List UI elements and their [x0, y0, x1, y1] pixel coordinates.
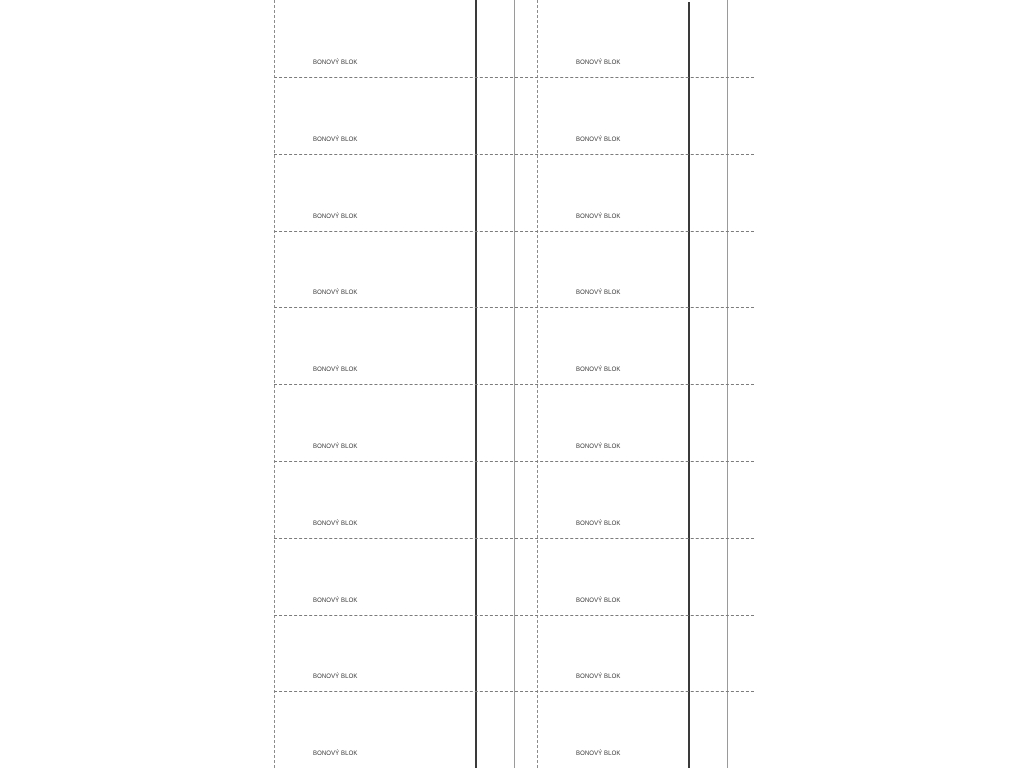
voucher-label: BONOVÝ BLOK — [313, 521, 358, 527]
row-separator — [274, 461, 754, 462]
voucher-label: BONOVÝ BLOK — [576, 674, 621, 680]
voucher-label: BONOVÝ BLOK — [576, 290, 621, 296]
voucher-label: BONOVÝ BLOK — [313, 444, 358, 450]
voucher-label: BONOVÝ BLOK — [576, 598, 621, 604]
row-separator — [274, 154, 754, 155]
voucher-label: BONOVÝ BLOK — [576, 521, 621, 527]
voucher-label: BONOVÝ BLOK — [576, 751, 621, 757]
voucher-label: BONOVÝ BLOK — [313, 674, 358, 680]
voucher-label: BONOVÝ BLOK — [576, 137, 621, 143]
row-separator — [274, 691, 754, 692]
voucher-label: BONOVÝ BLOK — [313, 367, 358, 373]
voucher-label: BONOVÝ BLOK — [313, 290, 358, 296]
voucher-label: BONOVÝ BLOK — [576, 367, 621, 373]
voucher-label: BONOVÝ BLOK — [313, 137, 358, 143]
voucher-label: BONOVÝ BLOK — [576, 60, 621, 66]
row-separator — [274, 307, 754, 308]
row-separator — [274, 77, 754, 78]
voucher-label: BONOVÝ BLOK — [313, 60, 358, 66]
voucher-label: BONOVÝ BLOK — [576, 214, 621, 220]
voucher-label: BONOVÝ BLOK — [313, 214, 358, 220]
row-separator — [274, 615, 754, 616]
voucher-label: BONOVÝ BLOK — [576, 444, 621, 450]
voucher-label: BONOVÝ BLOK — [313, 598, 358, 604]
voucher-label: BONOVÝ BLOK — [313, 751, 358, 757]
row-separator — [274, 384, 754, 385]
row-separator — [274, 538, 754, 539]
right-binding-line — [688, 2, 690, 768]
row-separator — [274, 231, 754, 232]
